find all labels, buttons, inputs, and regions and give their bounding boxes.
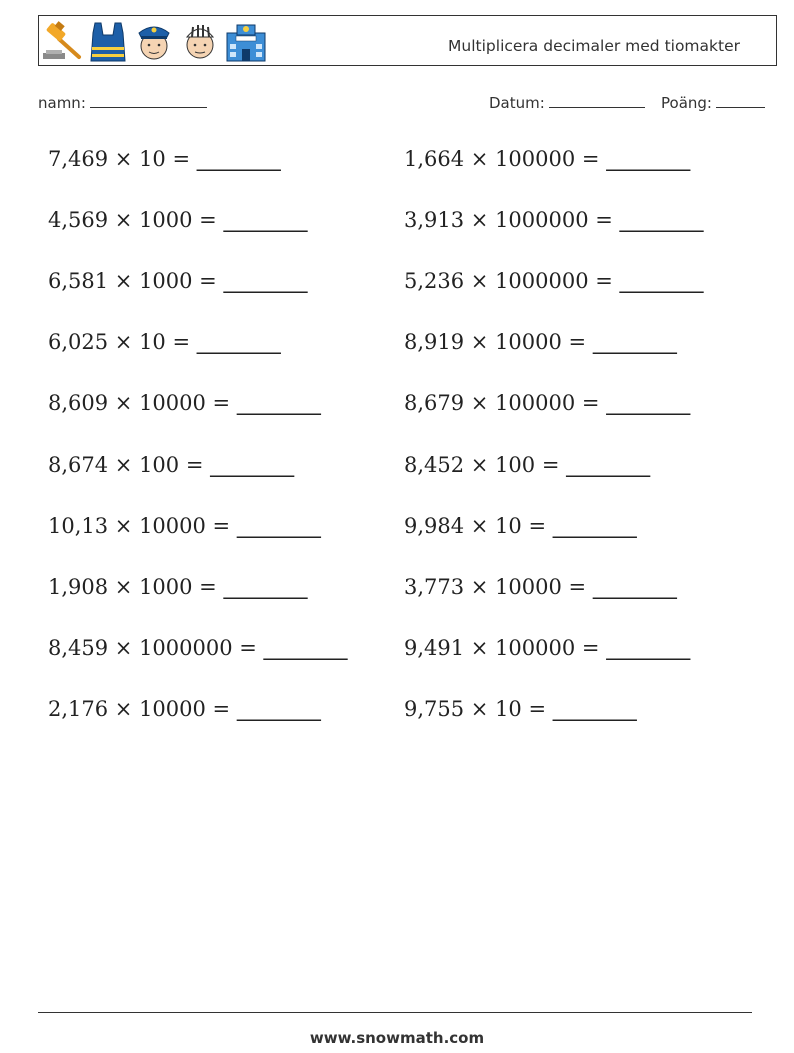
answer-blank[interactable]: ________ [592,574,677,599]
date-blank[interactable] [549,93,645,108]
answer-blank[interactable]: ________ [606,635,691,660]
problem-item [48,330,281,354]
problem-item [404,208,704,232]
problem-item [48,208,307,232]
header-box [38,15,777,66]
answer-blank[interactable]: ________ [223,574,308,599]
problem-item [48,514,321,538]
problem-expression: 6,025 × 10 = [48,330,197,355]
name-blank[interactable] [90,93,207,108]
problem-expression: 8,452 × 100 = [404,452,567,477]
footer-website: www.snowmath.com [309,1029,485,1047]
problem-item [404,575,677,599]
name-label: namn: [38,94,86,112]
problem-item [48,269,307,293]
answer-blank[interactable]: ________ [210,452,295,477]
gavel-icon [41,19,83,63]
problem-expression: 8,674 × 100 = [48,452,211,477]
answer-blank[interactable]: ________ [236,391,321,416]
problem-expression: 8,919 × 10000 = [404,330,593,355]
answer-blank[interactable]: ________ [236,696,321,721]
answer-blank[interactable]: ________ [263,635,348,660]
police-officer-icon [133,19,175,63]
problem-expression: 8,609 × 10000 = [48,391,237,416]
problem-expression: 2,176 × 10000 = [48,696,237,721]
problem-item [48,636,348,660]
score-label: Poäng: [661,94,712,112]
problem-item [404,453,650,477]
problem-expression: 8,679 × 100000 = [404,391,607,416]
problem-item [48,147,281,171]
problem-expression: 4,569 × 1000 = [48,208,224,233]
problem-item [48,453,294,477]
answer-blank[interactable]: ________ [606,391,691,416]
problem-expression: 10,13 × 10000 = [48,513,237,538]
problem-item [48,391,321,415]
problem-expression: 6,581 × 1000 = [48,269,224,294]
problem-item [404,147,690,171]
problem-expression: 9,984 × 10 = [404,513,553,538]
date-label: Datum: [489,94,545,112]
problem-expression: 1,664 × 100000 = [404,147,607,171]
prisoner-icon [179,19,221,63]
problem-item [404,697,637,721]
footer-divider [38,1012,752,1013]
problem-item [48,575,307,599]
problem-expression: 5,236 × 1000000 = [404,269,620,294]
problem-expression: 7,469 × 10 = [48,147,197,171]
header-icons [41,19,267,63]
problem-item [404,514,637,538]
answer-blank[interactable]: ________ [619,269,704,294]
problem-expression: 9,491 × 100000 = [404,635,607,660]
answer-blank[interactable]: ________ [196,330,281,355]
answer-blank[interactable]: ________ [552,696,637,721]
answer-blank[interactable]: ________ [223,208,308,233]
problem-item [404,330,677,354]
problem-expression: 3,913 × 1000000 = [404,208,620,233]
score-field[interactable] [661,93,765,112]
answer-blank[interactable]: ________ [552,513,637,538]
problem-expression: 3,773 × 10000 = [404,574,593,599]
name-field[interactable] [38,93,207,112]
answer-blank[interactable]: ________ [236,513,321,538]
answer-blank[interactable]: ________ [223,269,308,294]
answer-blank[interactable]: ________ [196,147,281,171]
answer-blank[interactable]: ________ [606,147,691,171]
answer-blank[interactable]: ________ [566,452,651,477]
problem-item [404,391,690,415]
police-station-icon [225,19,267,63]
answer-blank[interactable]: ________ [619,208,704,233]
problem-item [404,269,704,293]
problem-expression: 1,908 × 1000 = [48,574,224,599]
problem-expression: 9,755 × 10 = [404,696,553,721]
problem-item [404,636,690,660]
problem-expression: 8,459 × 1000000 = [48,635,264,660]
answer-blank[interactable]: ________ [592,330,677,355]
score-blank[interactable] [716,93,765,108]
date-field[interactable] [489,93,645,112]
problem-item [48,697,321,721]
police-vest-icon [87,19,129,63]
worksheet-title: Multiplicera decimaler med tiomakter [448,37,740,55]
